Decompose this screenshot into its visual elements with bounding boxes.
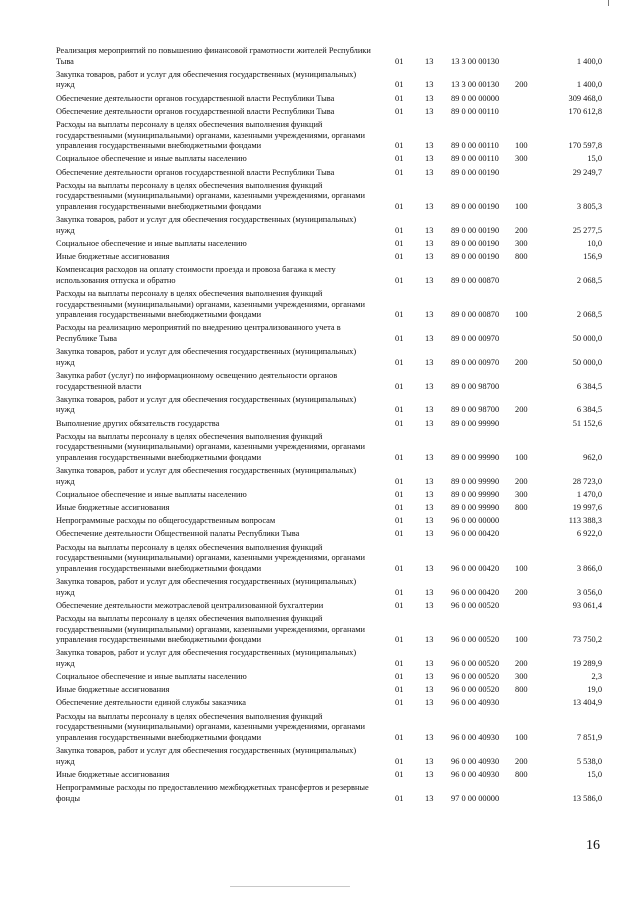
row-subsection: 13 bbox=[425, 769, 434, 779]
row-name: Расходы на выплаты персоналу в целях обеспечения выполнения функций государственными (муниципальными) органами, казенными учреждениями, органами управления государственными внебюджетными фондами bbox=[56, 119, 365, 151]
row-amount: 13 586,0 bbox=[572, 793, 602, 803]
row-expense-type: 300 bbox=[515, 672, 528, 682]
row-section: 01 bbox=[395, 141, 404, 151]
row-expense-type: 100 bbox=[515, 732, 528, 742]
row-section: 01 bbox=[395, 418, 404, 428]
row-name: Обеспечение деятельности органов государственной власти Республики Тыва bbox=[56, 106, 335, 116]
row-target-article: 89 0 00 00190 bbox=[451, 201, 500, 211]
row-subsection: 13 bbox=[425, 516, 434, 526]
row-subsection: 13 bbox=[425, 658, 434, 668]
row-subsection: 13 bbox=[425, 333, 434, 343]
row-subsection: 13 bbox=[425, 756, 434, 766]
row-amount: 1 400,0 bbox=[576, 80, 602, 90]
row-target-article: 96 0 00 40930 bbox=[451, 698, 500, 708]
table-row bbox=[56, 252, 602, 263]
row-name: Компенсация расходов на оплату стоимости проезда и провоза багажа к месту использования отпуска и обратно bbox=[56, 265, 336, 285]
row-expense-type: 200 bbox=[515, 225, 528, 235]
row-amount: 13 404,9 bbox=[572, 698, 602, 708]
row-amount: 50 000,0 bbox=[572, 357, 602, 367]
row-subsection: 13 bbox=[425, 252, 434, 262]
table-row bbox=[56, 181, 602, 213]
page-number: 16 bbox=[586, 838, 600, 853]
row-expense-type: 200 bbox=[515, 658, 528, 668]
row-target-article: 96 0 00 00520 bbox=[451, 635, 500, 645]
row-name: Обеспечение деятельности органов государственной власти Республики Тыва bbox=[56, 93, 335, 103]
row-subsection: 13 bbox=[425, 685, 434, 695]
row-name: Непрограммные расходы по предоставлению межбюджетных трансфертов и резервные фонды bbox=[56, 783, 369, 803]
table-row bbox=[56, 289, 602, 321]
table-row bbox=[56, 770, 602, 781]
row-subsection: 13 bbox=[425, 154, 434, 164]
row-section: 01 bbox=[395, 201, 404, 211]
row-target-article: 13 3 00 00130 bbox=[451, 80, 500, 90]
row-target-article: 96 0 00 40930 bbox=[451, 769, 500, 779]
row-name: Обеспечение деятельности Общественной палаты Республики Тыва bbox=[56, 529, 300, 539]
row-name: Расходы на выплаты персоналу в целях обеспечения выполнения функций государственными (муниципальными) органами, казенными учреждениями, органами управления государственными внебюджетными фондами bbox=[56, 542, 365, 573]
row-section: 01 bbox=[395, 452, 404, 462]
table-row bbox=[56, 432, 602, 464]
table-row bbox=[56, 577, 602, 598]
row-section: 01 bbox=[395, 93, 404, 103]
row-amount: 28 723,0 bbox=[572, 476, 602, 486]
row-name: Расходы на реализацию мероприятий по внедрению централизованного учета в Республике Тыва bbox=[56, 323, 341, 343]
row-subsection: 13 bbox=[425, 563, 434, 573]
row-section: 01 bbox=[395, 672, 404, 682]
row-target-article: 89 0 00 00970 bbox=[451, 333, 500, 343]
row-amount: 170 597,8 bbox=[568, 141, 602, 151]
row-target-article: 96 0 00 00520 bbox=[451, 658, 500, 668]
row-expense-type: 100 bbox=[515, 635, 528, 645]
row-subsection: 13 bbox=[425, 672, 434, 682]
row-expense-type: 100 bbox=[515, 452, 528, 462]
row-name: Обеспечение деятельности единой службы заказчика bbox=[56, 698, 246, 708]
row-subsection: 13 bbox=[425, 238, 434, 248]
row-amount: 19 289,9 bbox=[572, 658, 602, 668]
row-subsection: 13 bbox=[425, 141, 434, 151]
row-subsection: 13 bbox=[425, 310, 434, 320]
row-subsection: 13 bbox=[425, 418, 434, 428]
row-expense-type: 200 bbox=[515, 405, 528, 415]
row-subsection: 13 bbox=[425, 732, 434, 742]
row-subsection: 13 bbox=[425, 793, 434, 803]
table-row bbox=[56, 154, 602, 165]
row-name: Иные бюджетные ассигнования bbox=[56, 503, 170, 513]
row-amount: 7 851,9 bbox=[576, 732, 602, 742]
row-expense-type: 800 bbox=[515, 252, 528, 262]
row-amount: 3 866,0 bbox=[576, 563, 602, 573]
table-row bbox=[56, 419, 602, 430]
row-name: Обеспечение деятельности межотраслевой централизованной бухгалтерии bbox=[56, 600, 324, 610]
row-subsection: 13 bbox=[425, 93, 434, 103]
row-section: 01 bbox=[395, 793, 404, 803]
table-row bbox=[56, 543, 602, 575]
table-row bbox=[56, 746, 602, 767]
row-section: 01 bbox=[395, 529, 404, 539]
row-amount: 6 384,5 bbox=[576, 381, 602, 391]
row-section: 01 bbox=[395, 357, 404, 367]
row-amount: 50 000,0 bbox=[572, 333, 602, 343]
table-row bbox=[56, 601, 602, 612]
row-name: Реализация мероприятий по повышению финансовой грамотности жителей Республики Тыва bbox=[56, 46, 371, 66]
table-row bbox=[56, 70, 602, 91]
row-expense-type: 300 bbox=[515, 489, 528, 499]
row-subsection: 13 bbox=[425, 357, 434, 367]
row-name: Иные бюджетные ассигнования bbox=[56, 685, 170, 695]
row-amount: 1 400,0 bbox=[576, 56, 602, 66]
row-amount: 2 068,5 bbox=[576, 310, 602, 320]
row-section: 01 bbox=[395, 56, 404, 66]
row-target-article: 96 0 00 00420 bbox=[451, 529, 500, 539]
row-section: 01 bbox=[395, 516, 404, 526]
row-name: Обеспечение деятельности органов государственной власти Республики Тыва bbox=[56, 167, 335, 177]
row-amount: 15,0 bbox=[587, 769, 602, 779]
row-section: 01 bbox=[395, 685, 404, 695]
row-section: 01 bbox=[395, 310, 404, 320]
row-subsection: 13 bbox=[425, 225, 434, 235]
table-row bbox=[56, 168, 602, 179]
row-subsection: 13 bbox=[425, 503, 434, 513]
row-name: Закупка товаров, работ и услуг для обеспечения государственных (муниципальных) нужд bbox=[56, 746, 357, 766]
row-amount: 156,9 bbox=[583, 252, 602, 262]
table-row bbox=[56, 614, 602, 646]
row-subsection: 13 bbox=[425, 167, 434, 177]
row-amount: 29 249,7 bbox=[572, 167, 602, 177]
row-name: Расходы на выплаты персоналу в целях обеспечения выполнения функций государственными (муниципальными) органами, казенными учреждениями, органами управления государственными внебюджетными фондами bbox=[56, 711, 365, 742]
row-amount: 5 538,0 bbox=[576, 756, 602, 766]
row-section: 01 bbox=[395, 381, 404, 391]
row-name: Закупка товаров, работ и услуг для обеспечения государственных (муниципальных) нужд bbox=[56, 466, 357, 486]
row-amount: 2 068,5 bbox=[576, 275, 602, 285]
table-row bbox=[56, 347, 602, 368]
row-expense-type: 100 bbox=[515, 141, 528, 151]
row-amount: 113 388,3 bbox=[568, 516, 602, 526]
row-amount: 51 152,6 bbox=[572, 418, 602, 428]
row-target-article: 89 0 00 00110 bbox=[451, 106, 499, 116]
row-expense-type: 800 bbox=[515, 503, 528, 513]
row-amount: 19 997,6 bbox=[572, 503, 602, 513]
row-name: Непрограммные расходы по общегосударственным вопросам bbox=[56, 516, 276, 526]
row-target-article: 89 0 00 98700 bbox=[451, 381, 500, 391]
row-section: 01 bbox=[395, 587, 404, 597]
row-target-article: 89 0 00 00110 bbox=[451, 141, 499, 151]
table-row bbox=[56, 503, 602, 514]
row-amount: 309 468,0 bbox=[568, 93, 602, 103]
row-expense-type: 800 bbox=[515, 769, 528, 779]
row-target-article: 96 0 00 00520 bbox=[451, 600, 500, 610]
table-row bbox=[56, 712, 602, 744]
row-amount: 15,0 bbox=[587, 154, 602, 164]
row-target-article: 96 0 00 00420 bbox=[451, 587, 500, 597]
row-subsection: 13 bbox=[425, 587, 434, 597]
table-row bbox=[56, 107, 602, 118]
table-row bbox=[56, 371, 602, 392]
row-target-article: 96 0 00 00000 bbox=[451, 516, 500, 526]
row-name: Расходы на выплаты персоналу в целях обеспечения выполнения функций государственными (муниципальными) органами, казенными учреждениями, органами управления государственными внебюджетными фондами bbox=[56, 289, 365, 320]
row-target-article: 89 0 00 99990 bbox=[451, 476, 500, 486]
table-row bbox=[56, 529, 602, 540]
scan-edge-mark bbox=[608, 0, 609, 6]
row-name: Закупка товаров, работ и услуг для обеспечения государственных (муниципальных) нужд bbox=[56, 394, 357, 415]
row-amount: 73 750,2 bbox=[572, 635, 602, 645]
row-name: Социальное обеспечение и иные выплаты населению bbox=[56, 489, 247, 499]
row-subsection: 13 bbox=[425, 600, 434, 610]
row-section: 01 bbox=[395, 769, 404, 779]
row-expense-type: 200 bbox=[515, 357, 528, 367]
row-section: 01 bbox=[395, 167, 404, 177]
table-row bbox=[56, 94, 602, 105]
row-target-article: 97 0 00 00000 bbox=[451, 793, 500, 803]
row-section: 01 bbox=[395, 154, 404, 164]
row-section: 01 bbox=[395, 238, 404, 248]
row-name: Иные бюджетные ассигнования bbox=[56, 769, 170, 779]
row-expense-type: 100 bbox=[515, 310, 528, 320]
row-target-article: 89 0 00 00190 bbox=[451, 225, 500, 235]
row-expense-type: 300 bbox=[515, 154, 528, 164]
row-section: 01 bbox=[395, 80, 404, 90]
row-subsection: 13 bbox=[425, 381, 434, 391]
row-name: Закупка работ (услуг) по информационному освещению деятельности органов государственной власти bbox=[56, 370, 338, 391]
row-target-article: 89 0 00 99990 bbox=[451, 452, 500, 462]
row-expense-type: 200 bbox=[515, 476, 528, 486]
row-amount: 25 277,5 bbox=[572, 225, 602, 235]
row-amount: 10,0 bbox=[587, 238, 602, 248]
row-subsection: 13 bbox=[425, 80, 434, 90]
row-subsection: 13 bbox=[425, 56, 434, 66]
row-section: 01 bbox=[395, 225, 404, 235]
row-section: 01 bbox=[395, 635, 404, 645]
row-amount: 1 470,0 bbox=[576, 489, 602, 499]
row-subsection: 13 bbox=[425, 529, 434, 539]
row-subsection: 13 bbox=[425, 405, 434, 415]
row-section: 01 bbox=[395, 252, 404, 262]
row-target-article: 89 0 00 00970 bbox=[451, 357, 500, 367]
row-section: 01 bbox=[395, 405, 404, 415]
row-target-article: 89 0 00 00870 bbox=[451, 275, 500, 285]
row-section: 01 bbox=[395, 658, 404, 668]
table-row bbox=[56, 685, 602, 696]
row-target-article: 96 0 00 40930 bbox=[451, 756, 500, 766]
row-section: 01 bbox=[395, 275, 404, 285]
footer-rule bbox=[230, 886, 350, 887]
table-row bbox=[56, 783, 602, 804]
row-section: 01 bbox=[395, 698, 404, 708]
row-target-article: 89 0 00 00190 bbox=[451, 167, 500, 177]
row-section: 01 bbox=[395, 732, 404, 742]
row-target-article: 96 0 00 40930 bbox=[451, 732, 500, 742]
row-section: 01 bbox=[395, 106, 404, 116]
table-row bbox=[56, 395, 602, 416]
row-section: 01 bbox=[395, 489, 404, 499]
row-target-article: 89 0 00 00190 bbox=[451, 238, 500, 248]
row-target-article: 89 0 00 00190 bbox=[451, 252, 500, 262]
row-target-article: 89 0 00 00870 bbox=[451, 310, 500, 320]
row-target-article: 89 0 00 99990 bbox=[451, 503, 500, 513]
row-amount: 6 384,5 bbox=[576, 405, 602, 415]
row-name: Закупка товаров, работ и услуг для обеспечения государственных (муниципальных) нужд bbox=[56, 69, 357, 90]
row-target-article: 89 0 00 99990 bbox=[451, 418, 500, 428]
row-target-article: 89 0 00 98700 bbox=[451, 405, 500, 415]
row-expense-type: 100 bbox=[515, 563, 528, 573]
row-expense-type: 200 bbox=[515, 80, 528, 90]
row-name: Социальное обеспечение и иные выплаты населению bbox=[56, 154, 247, 164]
row-name: Расходы на выплаты персоналу в целях обеспечения выполнения функций государственными (муниципальными) органами, казенными учреждениями, органами управления государственными внебюджетными фондами bbox=[56, 431, 365, 462]
row-amount: 170 612,8 bbox=[568, 106, 602, 116]
row-amount: 962,0 bbox=[583, 452, 602, 462]
row-section: 01 bbox=[395, 503, 404, 513]
table-row bbox=[56, 648, 602, 669]
row-name: Закупка товаров, работ и услуг для обеспечения государственных (муниципальных) нужд bbox=[56, 215, 357, 235]
row-name: Расходы на выплаты персоналу в целях обеспечения выполнения функций государственными (муниципальными) органами, казенными учреждениями, органами управления государственными внебюджетными фондами bbox=[56, 180, 365, 211]
row-subsection: 13 bbox=[425, 635, 434, 645]
table-row bbox=[56, 265, 602, 286]
row-name: Закупка товаров, работ и услуг для обеспечения государственных (муниципальных) нужд bbox=[56, 648, 357, 668]
table-row bbox=[56, 490, 602, 501]
row-expense-type: 200 bbox=[515, 756, 528, 766]
table-row bbox=[56, 46, 602, 67]
row-amount: 19,0 bbox=[587, 685, 602, 695]
row-subsection: 13 bbox=[425, 489, 434, 499]
table-row bbox=[56, 215, 602, 236]
row-target-article: 13 3 00 00130 bbox=[451, 56, 500, 66]
row-name: Выполнение других обязательств государства bbox=[56, 418, 220, 428]
row-target-article: 96 0 00 00420 bbox=[451, 563, 500, 573]
row-target-article: 89 0 00 00110 bbox=[451, 154, 499, 164]
row-section: 01 bbox=[395, 563, 404, 573]
row-subsection: 13 bbox=[425, 275, 434, 285]
row-name: Закупка товаров, работ и услуг для обеспечения государственных (муниципальных) нужд bbox=[56, 347, 357, 367]
row-name: Иные бюджетные ассигнования bbox=[56, 252, 170, 262]
table-row bbox=[56, 323, 602, 344]
row-target-article: 89 0 00 99990 bbox=[451, 489, 500, 499]
row-amount: 3 805,3 bbox=[576, 201, 602, 211]
row-subsection: 13 bbox=[425, 106, 434, 116]
row-expense-type: 800 bbox=[515, 685, 528, 695]
row-name: Расходы на выплаты персоналу в целях обеспечения выполнения функций государственными (муниципальными) органами, казенными учреждениями, органами управления государственными внебюджетными фондами bbox=[56, 613, 365, 645]
table-row bbox=[56, 672, 602, 683]
row-name: Закупка товаров, работ и услуг для обеспечения государственных (муниципальных) нужд bbox=[56, 576, 357, 597]
row-name: Социальное обеспечение и иные выплаты населению bbox=[56, 672, 247, 682]
row-section: 01 bbox=[395, 476, 404, 486]
row-section: 01 bbox=[395, 600, 404, 610]
row-subsection: 13 bbox=[425, 698, 434, 708]
row-section: 01 bbox=[395, 756, 404, 766]
row-subsection: 13 bbox=[425, 452, 434, 462]
row-subsection: 13 bbox=[425, 201, 434, 211]
row-amount: 3 056,0 bbox=[576, 587, 602, 597]
table-row bbox=[56, 239, 602, 250]
row-name: Социальное обеспечение и иные выплаты населению bbox=[56, 238, 247, 248]
row-section: 01 bbox=[395, 333, 404, 343]
table-row bbox=[56, 466, 602, 487]
row-expense-type: 300 bbox=[515, 238, 528, 248]
row-target-article: 89 0 00 00000 bbox=[451, 93, 500, 103]
budget-table bbox=[56, 46, 602, 804]
row-amount: 2,3 bbox=[591, 672, 602, 682]
row-expense-type: 200 bbox=[515, 587, 528, 597]
table-row bbox=[56, 516, 602, 527]
row-target-article: 96 0 00 00520 bbox=[451, 672, 500, 682]
row-target-article: 96 0 00 00520 bbox=[451, 685, 500, 695]
row-amount: 6 922,0 bbox=[576, 529, 602, 539]
row-amount: 93 061,4 bbox=[572, 600, 602, 610]
row-subsection: 13 bbox=[425, 476, 434, 486]
table-row bbox=[56, 120, 602, 152]
row-expense-type: 100 bbox=[515, 201, 528, 211]
table-row bbox=[56, 698, 602, 709]
